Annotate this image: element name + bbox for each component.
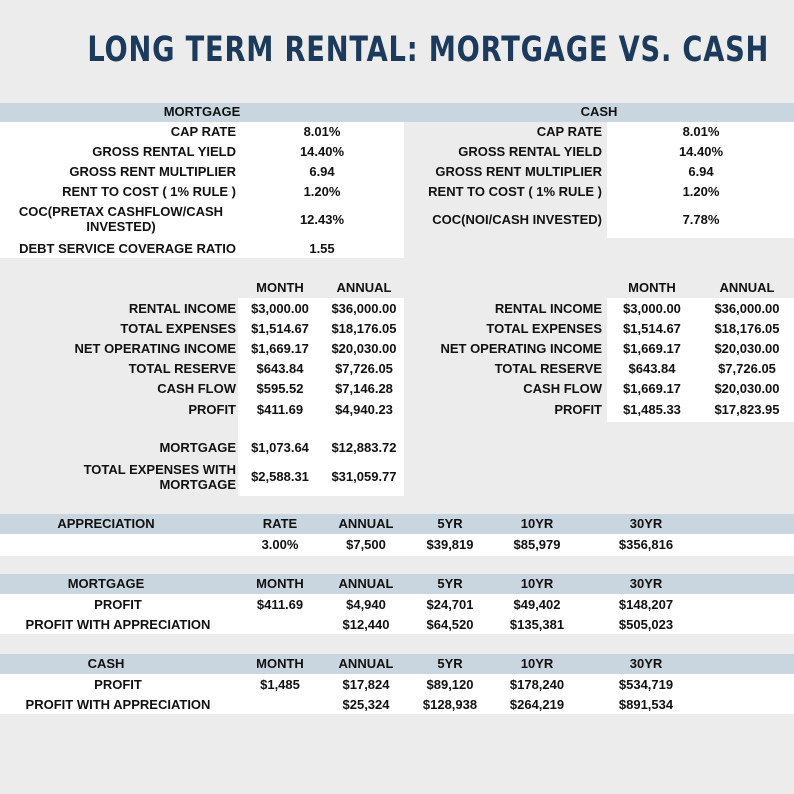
income-month: $1,514.67 <box>623 321 681 336</box>
appreciation-header: 5YR <box>437 516 463 531</box>
appreciation-cell: $39,819 <box>426 537 474 552</box>
income-label: NET OPERATING INCOME <box>74 341 236 356</box>
income-annual: $20,030.00 <box>714 381 780 396</box>
cash-projection-header: 30YR <box>629 656 663 671</box>
income-month: $1,669.17 <box>251 341 309 356</box>
income-month: $1,669.17 <box>623 381 681 396</box>
cash-projection-cell: PROFIT WITH APPRECIATION <box>25 697 211 712</box>
income-annual: $31,059.77 <box>331 469 397 484</box>
income-month: $1,669.17 <box>623 341 681 356</box>
income-label: MORTGAGE <box>159 440 236 455</box>
cash-projection-cell: $89,120 <box>426 677 474 692</box>
income-annual: $17,823.95 <box>714 402 780 417</box>
cash-projection-header: MONTH <box>256 656 304 671</box>
appreciation-header: 30YR <box>629 516 663 531</box>
cash-projection-cell: $1,485 <box>260 677 300 692</box>
income-annual: $20,030.00 <box>714 341 780 356</box>
appreciation-header: RATE <box>262 516 298 531</box>
metric-label: GROSS RENT MULTIPLIER <box>69 164 236 179</box>
income-label: PROFIT <box>188 402 236 417</box>
cash-projection-header: ANNUAL <box>338 656 394 671</box>
metric-value: 8.01% <box>682 124 720 139</box>
metric-label: DEBT SERVICE COVERAGE RATIO <box>19 241 236 256</box>
mortgage-projection-header: 30YR <box>629 576 663 591</box>
income-annual: $36,000.00 <box>714 301 780 316</box>
metric-label: GROSS RENT MULTIPLIER <box>435 164 602 179</box>
mortgage-projection-header: 5YR <box>437 576 463 591</box>
income-label: PROFIT <box>554 402 602 417</box>
income-month: $3,000.00 <box>251 301 309 316</box>
appreciation-cell: $85,979 <box>513 537 561 552</box>
income-label: CASH FLOW <box>157 381 236 396</box>
metric-value: 6.94 <box>309 164 335 179</box>
mortgage-projection-cell: $64,520 <box>426 617 474 632</box>
metric-label: RENT TO COST ( 1% RULE ) <box>62 184 236 199</box>
metric-value: 1.20% <box>682 184 720 199</box>
mortgage-annual-header: ANNUAL <box>336 280 392 295</box>
income-label: TOTAL EXPENSES <box>486 321 602 336</box>
cash-projection-cell: $534,719 <box>618 677 674 692</box>
income-annual: $20,030.00 <box>331 341 397 356</box>
metric-value: 7.78% <box>682 212 720 227</box>
metric-label: GROSS RENTAL YIELD <box>458 144 602 159</box>
income-annual: $36,000.00 <box>331 301 397 316</box>
mortgage-projection-cell: $4,940 <box>346 597 386 612</box>
mortgage-projection-header: 10YR <box>520 576 554 591</box>
income-month: $1,485.33 <box>623 402 681 417</box>
cash-projection-header: 10YR <box>520 656 554 671</box>
income-annual: $4,940.23 <box>335 402 393 417</box>
income-month: $643.84 <box>256 361 304 376</box>
income-annual: $7,146.28 <box>335 381 393 396</box>
mortgage-projection-header: MONTH <box>256 576 304 591</box>
metric-value: 8.01% <box>303 124 341 139</box>
metric-label: RENT TO COST ( 1% RULE ) <box>428 184 602 199</box>
income-month: $1,073.64 <box>251 440 309 455</box>
cash-projection-cell: $17,824 <box>342 677 390 692</box>
income-month: $595.52 <box>256 381 304 396</box>
mortgage-month-header: MONTH <box>256 280 304 295</box>
cash-annual-header: ANNUAL <box>719 280 775 295</box>
mortgage-projection-header: ANNUAL <box>338 576 394 591</box>
income-label: TOTAL RESERVE <box>494 361 602 376</box>
income-annual: $7,726.05 <box>335 361 393 376</box>
appreciation-cell: $356,816 <box>618 537 674 552</box>
mortgage-projection-cell: PROFIT <box>94 597 142 612</box>
cash-month-header: MONTH <box>628 280 676 295</box>
cash-projection-cell: $128,938 <box>422 697 478 712</box>
income-annual: $18,176.05 <box>331 321 397 336</box>
income-month: $411.69 <box>256 402 304 417</box>
income-annual: $7,726.05 <box>718 361 776 376</box>
income-month: $3,000.00 <box>623 301 681 316</box>
metric-value: 14.40% <box>678 144 724 159</box>
mortgage-projection-cell: PROFIT WITH APPRECIATION <box>25 617 211 632</box>
appreciation-header: 10YR <box>520 516 554 531</box>
mortgage-projection-cell: $148,207 <box>618 597 674 612</box>
mortgage-projection-cell: $505,023 <box>618 617 674 632</box>
cash-projection-header: 5YR <box>437 656 463 671</box>
metric-value: 1.55 <box>309 241 335 256</box>
cash-projection-cell: $891,534 <box>618 697 674 712</box>
metric-label: CAP RATE <box>170 124 236 139</box>
metric-value: 1.20% <box>303 184 341 199</box>
appreciation-header: ANNUAL <box>338 516 394 531</box>
mortgage-projection-cell: $24,701 <box>426 597 474 612</box>
cash-projection-cell: $25,324 <box>342 697 390 712</box>
mortgage-projection-cell: $12,440 <box>342 617 390 632</box>
mortgage-header: MORTGAGE <box>163 104 241 119</box>
income-label: TOTAL RESERVE <box>128 361 236 376</box>
metric-label: GROSS RENTAL YIELD <box>92 144 236 159</box>
income-label: TOTAL EXPENSES WITH MORTGAGE <box>83 462 236 492</box>
cash-projection-header: CASH <box>87 656 125 671</box>
income-label: TOTAL EXPENSES <box>120 321 236 336</box>
metric-value: 12.43% <box>299 212 345 227</box>
income-annual: $12,883.72 <box>331 440 397 455</box>
income-annual: $18,176.05 <box>714 321 780 336</box>
mortgage-projection-header: MORTGAGE <box>67 576 145 591</box>
income-month: $2,588.31 <box>251 469 309 484</box>
mortgage-projection-cell: $49,402 <box>513 597 561 612</box>
appreciation-header: APPRECIATION <box>57 516 155 531</box>
cash-header: CASH <box>580 104 618 119</box>
metric-value: 14.40% <box>299 144 345 159</box>
income-label: NET OPERATING INCOME <box>440 341 602 356</box>
cash-projection-cell: $264,219 <box>509 697 565 712</box>
income-label: CASH FLOW <box>523 381 602 396</box>
mortgage-projection-cell: $135,381 <box>509 617 565 632</box>
income-label: RENTAL INCOME <box>128 301 236 316</box>
appreciation-cell: 3.00% <box>261 537 299 552</box>
cash-projection-cell: PROFIT <box>94 677 142 692</box>
income-month: $1,514.67 <box>251 321 309 336</box>
appreciation-cell: $7,500 <box>346 537 386 552</box>
income-month: $643.84 <box>628 361 676 376</box>
metric-label: COC(NOI/CASH INVESTED) <box>432 212 602 227</box>
income-label: RENTAL INCOME <box>494 301 602 316</box>
metric-label: COC(PRETAX CASHFLOW/CASH INVESTED) <box>18 204 224 234</box>
page-title: LONG TERM RENTAL: MORTGAGE VS. CASH <box>87 30 770 70</box>
mortgage-projection-cell: $411.69 <box>256 597 304 612</box>
metric-label: CAP RATE <box>536 124 602 139</box>
cash-projection-cell: $178,240 <box>509 677 565 692</box>
metric-value: 6.94 <box>688 164 714 179</box>
